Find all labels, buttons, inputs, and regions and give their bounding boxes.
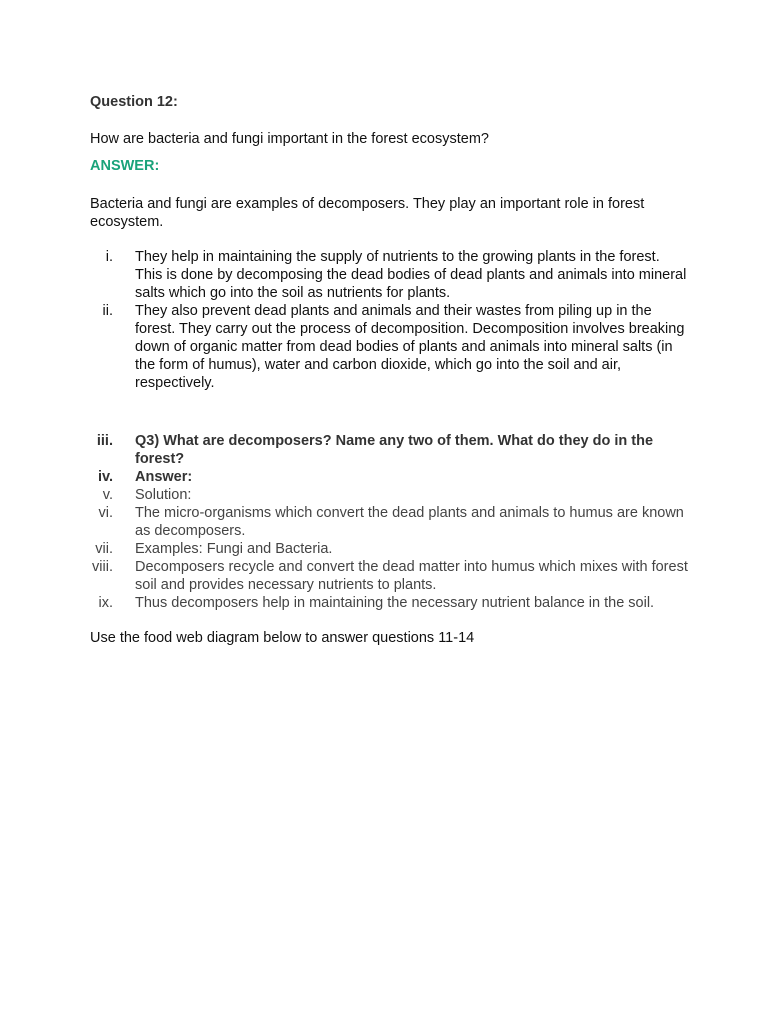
list-item	[90, 486, 690, 504]
list-item	[90, 594, 690, 612]
list-item	[90, 248, 690, 302]
list-item-text: Decomposers recycle and convert the dead matter into humus which mixes with forest soil and provides necessary nutrients to plants.	[135, 559, 688, 593]
list-number: iv.	[97, 469, 113, 485]
list-item-text: They also prevent dead plants and animals and their wastes from piling up in the forest. They carry out the process of decomposition. Decomposition involves breaking down of organic matter from dead bodies of plants and animals into mineral salts (in the form of humus), water and carbon dioxide, which go into the soil and air, respectively.	[135, 303, 685, 391]
answer-intro: Bacteria and fungi are examples of decomposers. They play an important role in forest ecosystem.	[90, 196, 645, 230]
list-item	[90, 468, 690, 486]
decomposers-list	[90, 432, 690, 612]
list-item-text: Thus decomposers help in maintaining the necessary nutrient balance in the soil.	[135, 595, 655, 611]
list-item-text: Solution:	[135, 487, 192, 503]
list-item	[90, 302, 690, 392]
list-number: i.	[105, 249, 113, 265]
question-title: Question 12:	[90, 94, 178, 110]
question-text: How are bacteria and fungi important in the forest ecosystem?	[90, 131, 489, 147]
list-number: ix.	[98, 595, 113, 611]
list-item	[90, 540, 690, 558]
answer-points-list	[90, 248, 690, 392]
list-item	[90, 504, 690, 540]
list-number: vi.	[98, 505, 113, 521]
list-number: v.	[102, 487, 113, 503]
list-number: viii.	[92, 559, 113, 575]
document-page	[90, 93, 690, 647]
list-number: iii.	[96, 433, 113, 449]
list-item	[90, 558, 690, 594]
list-item-text: Answer:	[135, 469, 193, 485]
food-web-instruction: Use the food web diagram below to answer questions 11-14	[90, 630, 475, 646]
list-number: ii.	[102, 303, 113, 319]
list-item-text: Q3) What are decomposers? Name any two of them. What do they do in the forest?	[135, 433, 654, 467]
list-item-text: Examples: Fungi and Bacteria.	[135, 541, 333, 557]
list-item-text: The micro-organisms which convert the dead plants and animals to humus are known as decomposers.	[135, 505, 684, 539]
list-number: vii.	[95, 541, 113, 557]
list-item-text: They help in maintaining the supply of nutrients to the growing plants in the forest. This is done by decomposing the dead bodies of dead plants and animals into mineral salts which go into the soil as nutrients for plants.	[135, 249, 687, 301]
answer-label: ANSWER:	[90, 158, 160, 174]
list-item	[90, 432, 690, 468]
